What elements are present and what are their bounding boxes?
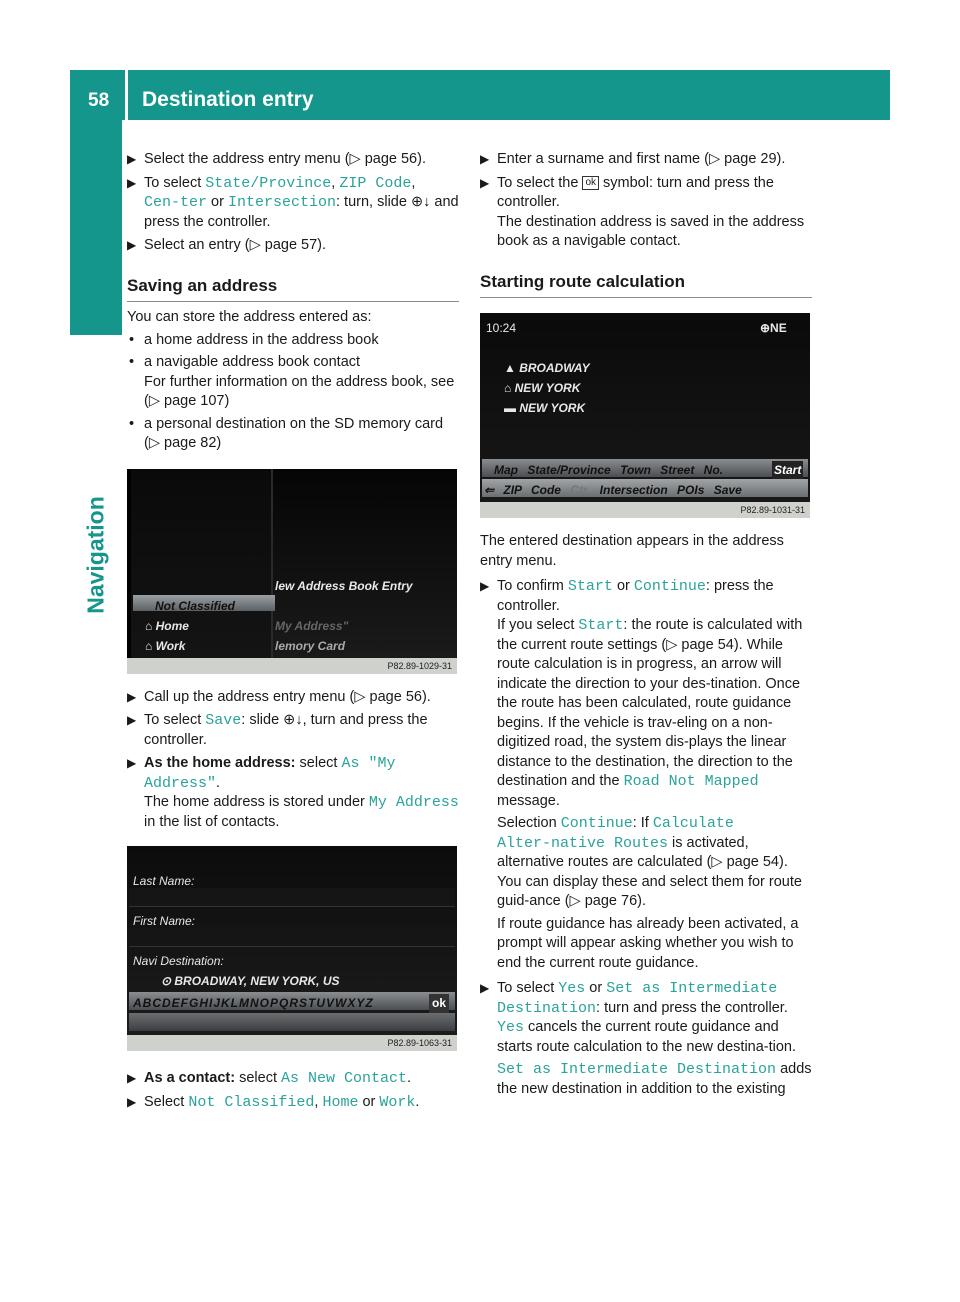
section-sidebar bbox=[70, 120, 122, 1130]
step-item: ▶ As a contact: select As New Contact. bbox=[127, 1070, 412, 1087]
step-item: ▶ Enter a surname and first name (▷ page 29). bbox=[480, 150, 812, 170]
step-item: ▶ As the home address: select As "My Address". The home address is stored under My Address in the list of contacts. bbox=[127, 755, 459, 830]
sidebar-tab-block bbox=[70, 120, 122, 335]
page-title: Destination entry bbox=[142, 88, 314, 111]
step-item: ▶ To select Yes or Set as Intermediate Destination: turn and press the controller. Yes cancels the current route guidance and starts route calculation to the new destina‑tion. Set as Intermediate Destination adds the new destination in addition to the existing bbox=[480, 980, 812, 1097]
page-number: 58 bbox=[88, 90, 110, 111]
ok-symbol-icon: ok bbox=[582, 176, 599, 190]
arrow-icon: ▶ bbox=[127, 175, 137, 190]
section-heading: Starting route calculation bbox=[480, 272, 812, 299]
arrow-icon: ▶ bbox=[480, 152, 490, 166]
step-item: ▶ To select State/Province, ZIP Code, Cen‑ter or Intersection: turn, slide ⊕↓ and press the controller. bbox=[127, 174, 459, 230]
screenshot-address-menu: 10:24 ⊕NE ▲ BROADWAY ⌂ NEW YORK ▬ NEW YORK Map State/Province Town Street No. Start ⇐ ZIP Code Ctr. Intersection POIs Save P82.89-1031-31 bbox=[480, 313, 810, 518]
arrow-icon: ▶ bbox=[127, 756, 137, 770]
left-column bbox=[127, 150, 459, 1116]
step-item: ▶ To confirm Start or Continue: press the controller. If you select Start: the route is calculated with the current route settings (▷ page 54). While route calculation is in progress, an arrow will indicate the direction to your des‑tination. Once the route has been calculated, route guidance begins. If the vehicle is trav‑eling on a non-digitized road, the system dis‑plays the linear distance to the destination, the direction to the destination and the Road Not Mapped message. Selection Continue: If Calculate Alter‑native Routes is activated, alternative routes are calculated (▷ page 54). You can display these and select them for route guid‑ance (▷ page 76). If route guidance has already been activated, a prompt will appear asking whether you wish to end the current route guidance. bbox=[480, 578, 803, 971]
arrow-icon: ▶ bbox=[127, 1071, 137, 1085]
arrow-icon: ▶ bbox=[127, 689, 137, 704]
sidebar-section-label: Navigation bbox=[82, 496, 109, 614]
screenshot-contact-entry: Last Name: First Name: Navi Destination: ⊙ BROADWAY, NEW YORK, US ABCDEFGHIJKLMNOPQRSTUVWXYZ ok P82.89-1063-31 bbox=[127, 846, 457, 1051]
page-header bbox=[70, 70, 890, 120]
arrow-icon: ▶ bbox=[127, 1094, 137, 1109]
body-text: The entered destination appears in the address entry menu. bbox=[480, 533, 784, 569]
arrow-icon: ▶ bbox=[127, 152, 137, 166]
step-item: ▶ Select an entry (▷ page 57). bbox=[127, 236, 459, 256]
bullet-item: • a personal destination on the SD memory card (▷ page 82) bbox=[129, 415, 444, 451]
step-item: ▶ Select the address entry menu (▷ page 56). bbox=[127, 150, 459, 170]
step-item: ▶ To select Save: slide ⊕↓, turn and press the controller. bbox=[127, 712, 428, 748]
intro-text: You can store the address entered as: bbox=[127, 309, 372, 325]
header-divider bbox=[125, 70, 128, 120]
bullet-item: • a home address in the address book bbox=[129, 331, 379, 348]
step-item: ▶ To select the ok symbol: turn and press the controller. The destination address is saved in the address book as a navigable contact. bbox=[480, 174, 805, 249]
right-column bbox=[480, 150, 812, 1103]
bullet-item: • a navigable address book contact For further information on the address book, see (▷ page 107) bbox=[129, 354, 455, 409]
arrow-icon: ▶ bbox=[127, 713, 137, 727]
step-item: ▶ Select Not Classified, Home or Work. bbox=[127, 1093, 420, 1111]
step-item: ▶ Call up the address entry menu (▷ page 56). bbox=[127, 688, 459, 708]
arrow-icon: ▶ bbox=[127, 238, 137, 252]
screenshot-address-book-entry: Not Classified ⌂ Home ⌂ Work lew Address Book Entry My Address" lemory Card P82.89-1029-31 bbox=[127, 469, 457, 674]
arrow-icon: ▶ bbox=[480, 579, 490, 593]
section-heading: Saving an address bbox=[127, 276, 459, 303]
arrow-icon: ▶ bbox=[480, 981, 490, 995]
arrow-icon: ▶ bbox=[480, 175, 490, 190]
